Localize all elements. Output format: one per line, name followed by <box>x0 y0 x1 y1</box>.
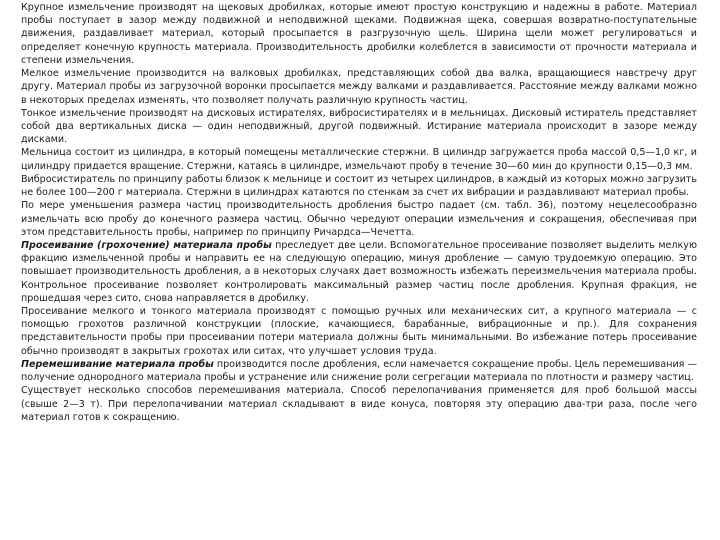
term-mixing: Перемешивание материала пробы <box>21 358 214 370</box>
paragraph-coarse-crushing: Крупное измельчение производят на щековых дробилках, которые имеют простую конструкцию и надежны в работе. Материал пробы поступает в зазор между подвижной и неподвижной щеками. Подвижная щека, совершая возвратно-поступательные движения, раздавливает материал, который просыпается в разгрузочную щель. Ширина щели может регулироваться и определяет конечную крупность материала. Производительность дробилки колеблется в зависимости от прочности материала и степени измельчения. <box>21 2 697 66</box>
paragraph-sieves: Просеивание мелкого и тонкого материала производят с помощью ручных или механических сит, а крупного материала — с помощью грохотов различной конструкции (плоские, качающиеся, барабанные, вибрационные и пр.). Для сохранения представительности пробы при просеивании потери материала должны быть минимальными. Во избежание потерь просеивание обычно производят в закрытых грохотах или ситах, что улучшает условия труда. <box>21 306 697 357</box>
paragraph-productivity: По мере уменьшения размера частиц производительность дробления быстро падает (см. табл. 36), поэтому нецелесообразно измельчать всю пробу до конечного размера частиц. Обычно чередуют операции измельчения и сокращения, обеспечивая при этом представительность пробы, например по принципу Ричардса—Чечетта. <box>21 200 697 238</box>
paragraph-mill: Мельница состоит из цилиндра, в который помещены металлические стержни. В цилиндр загружается проба массой 0,5—1,0 кг, и цилиндру придается вращение. Стержни, катаясь в цилиндре, измельчают пробу в течение 30—60 мин до крупности 0,15—0,3 мм. <box>21 147 697 172</box>
paragraph-mixing: Перемешивание материала пробы производится после дробления, если намечается сокращение пробы. Цель перемешивания — получение однородного материала пробы и устранение или снижение роли сегрегации материала по плотности и размеру частиц. <box>21 358 698 384</box>
term-screening: Просеивание (грохочение) материала пробы <box>21 239 272 251</box>
paragraph-fine-crushing: Мелкое измельчение производится на валковых дробилках, представляющих собой два валка, вращающиеся навстречу друг другу. Материал пробы из загрузочной воронки просыпается между валками и раздавливается. Расстояние между валками можно в некоторых пределах изменять, что позволяет получать различную крупность частиц. <box>21 68 697 106</box>
paragraph-mixing-methods: Существует несколько способов перемешивания материала. Способ перелопачивания применяется для проб большой массы (свыше 2—3 т). При перелопачивании материал складывают в виде конуса, повторяя эту операцию два-три раза, после чего материал готов к сокращению. <box>21 385 697 423</box>
paragraph-screening: Просеивание (грохочение) материала пробы преследует две цели. Вспомогательное просеивание позволяет выделить мелкую фракцию измельченной пробы и направить ее на следующую операцию, минуя дробление — самую трудоемкую операцию. Это повышает производительность дробления, а в некоторых случаях дает возможность избежать переизмельчения материала пробы. Контрольное просеивание позволяет контролировать максимальный размер частиц после дробления. Крупная фракция, не прошедшая через сито, снова направляется в дробилку. <box>21 239 697 304</box>
document-page <box>21 0 697 424</box>
paragraph-vibro-grinder: Вибросистиратель по принципу работы близок к мельнице и состоит из четырех цилиндров, в каждый из которых можно загрузить не более 100—200 г материала. Стержни в цилиндрах катаются по стенкам за счет их вибрации и раздавливают материал пробы. <box>21 173 697 199</box>
paragraph-fine-grinding: Тонкое измельчение производят на дисковых истирателях, вибросистирателях и в мельницах. Дисковый истиратель представляет собой два вертикальных диска — один неподвижный, другой подвижный. Истирание материала происходит в зазоре между дисками. <box>21 107 697 146</box>
